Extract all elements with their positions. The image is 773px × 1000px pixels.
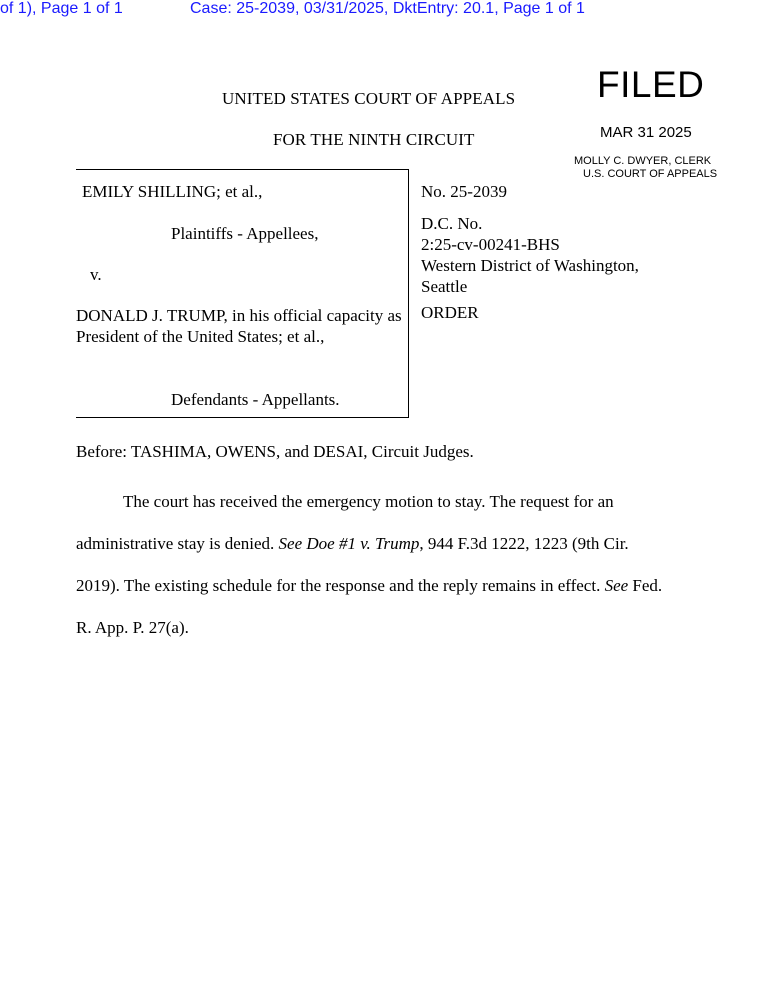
filed-date: MAR 31 2025 [600,124,692,141]
district-city: Seattle [421,277,468,296]
see-signal: See [604,576,629,595]
clerk-court: U.S. COURT OF APPEALS [583,168,718,180]
caption-rule-bottom [76,417,409,418]
filed-label: FILED [597,64,705,105]
dc-number: 2:25-cv-00241-BHS [421,235,560,254]
plaintiffs-role: Plaintiffs - Appellees, [171,224,319,243]
district-court-info [421,213,639,297]
header-stamp-left: of 1), Page 1 of 1 [0,0,123,17]
case-citation: See Doe #1 v. Trump [278,534,420,553]
clerk-name: MOLLY C. DWYER, CLERK [574,155,712,167]
defendants-role: Defendants - Appellants. [171,390,340,409]
circuit-name: FOR THE NINTH CIRCUIT [273,130,475,149]
district-name: Western District of Washington, [421,256,639,275]
order-text-1: The court has received the emergency motion to stay. The request for an administrative stay is denied. [76,492,614,553]
order-text-2: , 944 F.3d 1222, 1223 (9th Cir. 2019). The existing schedule for the response and the reply remains in effect. [76,534,629,595]
versus: v. [90,265,102,284]
order-text-3: Fed. R. App. P. 27(a). [76,576,663,637]
header-stamp-case: Case: 25-2039, 03/31/2025, DktEntry: 20.1, Page 1 of 1 [190,0,585,17]
order-paragraph [76,481,676,649]
defendants-name: DONALD J. TRUMP, in his official capacity as President of the United States; et al., [76,306,402,346]
document-type: ORDER [421,303,479,322]
court-name: UNITED STATES COURT OF APPEALS [222,89,516,108]
caption-rule-top [76,169,409,170]
caption-rule-right [408,169,409,418]
dc-label: D.C. No. [421,214,483,233]
case-number: No. 25-2039 [421,182,507,201]
panel-judges: Before: TASHIMA, OWENS, and DESAI, Circuit Judges. [76,442,474,461]
plaintiffs-name: EMILY SHILLING; et al., [82,182,263,201]
